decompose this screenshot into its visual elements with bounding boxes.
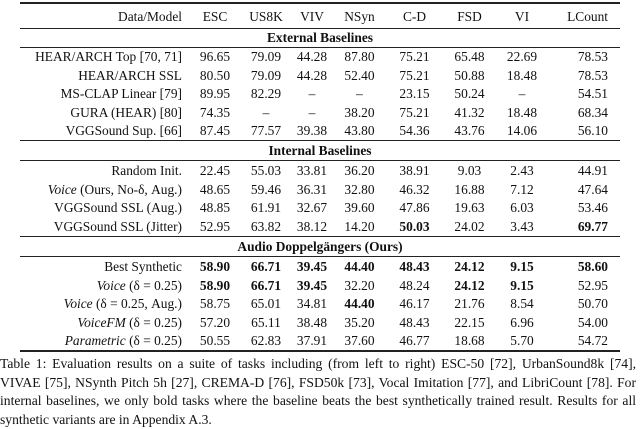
table-cell: 78.53 <box>577 49 608 64</box>
row-label-text: HEAR/ARCH SSL <box>78 67 182 83</box>
table-cell: 61.91 <box>250 200 282 215</box>
row-label-method: Voice <box>63 296 93 311</box>
table-cell: 59.46 <box>250 181 282 197</box>
table-cell: 9.03 <box>457 163 482 178</box>
row-label <box>20 277 190 295</box>
table-row <box>20 277 620 295</box>
section-title: External Baselines <box>266 30 373 45</box>
row-label-text: VGGSound Sup. [66] <box>65 123 182 138</box>
table-cell: 32.20 <box>344 277 375 293</box>
table-cell: – <box>262 104 270 120</box>
table-cell: 50.03 <box>399 218 430 234</box>
table-cell: 48.43 <box>399 314 430 330</box>
row-label-text: GURA (HEAR) [80] <box>70 104 182 120</box>
header-viv: VIV <box>300 9 324 24</box>
table-row <box>20 332 620 350</box>
table-cell: 36.20 <box>344 163 375 178</box>
table-cell: 9.15 <box>510 277 534 293</box>
table-cell: 58.60 <box>577 259 608 274</box>
table-cell: 21.76 <box>454 296 485 311</box>
table-cell: 77.57 <box>250 123 282 138</box>
table-cell: 68.34 <box>577 104 608 120</box>
row-label-method: Voice <box>47 181 77 197</box>
section-rule <box>20 256 620 257</box>
row-label-method: Voice <box>96 277 126 293</box>
table-cell: 36.31 <box>296 181 328 197</box>
table-cell: 34.81 <box>296 296 328 311</box>
table-cell: – <box>518 86 526 101</box>
table-cell: 79.09 <box>250 67 282 83</box>
row-label <box>20 314 190 332</box>
table-cell: 5.70 <box>510 333 534 348</box>
table-cell: 7.12 <box>510 181 534 197</box>
table-cell: 66.71 <box>250 259 282 274</box>
table-cell: – <box>308 104 316 120</box>
table-row <box>20 258 620 276</box>
table-cell: 53.46 <box>577 200 608 215</box>
table-cell: 58.75 <box>199 296 231 311</box>
table-row <box>20 199 620 217</box>
row-label <box>20 67 190 85</box>
table-cell: 38.20 <box>344 104 375 120</box>
section-rule <box>20 160 620 161</box>
table-cell: 44.91 <box>577 163 608 178</box>
table-cell: 44.28 <box>296 67 328 83</box>
row-label <box>20 162 190 180</box>
table-cell: 87.45 <box>199 123 231 138</box>
row-label-text: MS-CLAP Linear [79] <box>60 86 182 101</box>
table-row <box>20 67 620 85</box>
row-label-text: (δ = 0.25) <box>125 277 182 293</box>
table-cell: 82.29 <box>250 86 282 101</box>
table-cell: 6.03 <box>510 200 534 215</box>
table-cell: 23.15 <box>399 86 430 101</box>
row-label <box>20 258 190 276</box>
table-cell: 54.36 <box>399 123 430 138</box>
table-cell: 38.12 <box>296 218 328 234</box>
table-cell: 41.32 <box>454 104 485 120</box>
row-label-text: (δ = 0.25) <box>125 314 182 330</box>
table-cell: 43.76 <box>454 123 485 138</box>
section-end-rule <box>20 236 620 237</box>
table-cell: 48.85 <box>199 200 231 215</box>
row-label <box>20 332 190 350</box>
header-esc: ESC <box>202 9 228 24</box>
row-label-text: Random Init. <box>111 163 182 178</box>
table-cell: 65.48 <box>454 49 485 64</box>
table-cell: 87.80 <box>344 49 375 64</box>
table-cell: 22.69 <box>506 49 538 64</box>
table-cell: 16.88 <box>454 181 485 197</box>
table-row <box>20 218 620 236</box>
table-cell: 37.91 <box>296 333 328 348</box>
table-cell: 79.09 <box>250 49 282 64</box>
table-cell: 75.21 <box>399 67 430 83</box>
table-cell: 44.28 <box>296 49 328 64</box>
table-cell: 46.32 <box>399 181 430 197</box>
header-vi: VI <box>514 9 530 24</box>
table-cell: 48.24 <box>399 277 430 293</box>
table-row <box>20 162 620 180</box>
table-cell: 18.48 <box>506 67 538 83</box>
table-cell: 22.45 <box>199 163 231 178</box>
table-cell: 57.20 <box>199 314 231 330</box>
table-cell: 48.43 <box>399 259 430 274</box>
table-cell: 39.38 <box>296 123 328 138</box>
table-cell: 19.63 <box>454 200 485 215</box>
row-label <box>20 295 190 313</box>
table-cell: 52.95 <box>199 218 231 234</box>
section-end-rule <box>20 350 620 352</box>
table-cell: 47.86 <box>399 200 430 215</box>
table-cell: 58.90 <box>199 259 231 274</box>
table-cell: 24.12 <box>454 277 485 293</box>
table-cell: 54.00 <box>577 314 608 330</box>
table-cell: 54.51 <box>577 86 608 101</box>
table-cell: 56.10 <box>577 123 608 138</box>
section-end-rule <box>20 140 620 141</box>
table-cell: – <box>356 86 363 101</box>
row-label-text: HEAR/ARCH Top [70, 71] <box>35 49 182 64</box>
table-cell: 89.95 <box>199 86 231 101</box>
header-row <box>20 8 620 26</box>
table-cell: 58.90 <box>199 277 231 293</box>
row-label <box>20 104 190 122</box>
table-cell: 44.40 <box>344 296 375 311</box>
table-cell: 39.60 <box>344 200 375 215</box>
table-cell: 44.40 <box>344 259 375 274</box>
table-cell: 52.95 <box>577 277 608 293</box>
table-cell: 14.06 <box>506 123 538 138</box>
row-label-text: (Ours, No-δ, Aug.) <box>76 181 182 197</box>
section-title: Internal Baselines <box>268 143 372 158</box>
header-us8k: US8K <box>249 9 283 24</box>
row-label-text: (δ = 0.25, Aug.) <box>92 296 182 311</box>
table-cell: 46.17 <box>399 296 430 311</box>
table-cell: 75.21 <box>399 104 430 120</box>
table-row <box>20 122 620 140</box>
table-cell: 3.43 <box>510 218 534 234</box>
table-caption: Table 1: Evaluation results on a suite of tasks including (from left to right) ESC-50 [72], UrbanSound8k [74], VIVAE [75], NSynth Pitch 5h [27], CREMA-D [76], FSD50k [73], Vocal Imitation [77], and LibriCount [78]. For internal baselines, we only bold tasks where the baseline beats the best synthetically trained result. Results for all synthetic variants are in Appendix A.3. <box>0 356 636 427</box>
table-row <box>20 295 620 313</box>
table-cell: 24.02 <box>454 218 485 234</box>
table-cell: 32.67 <box>296 200 328 215</box>
table-cell: 37.60 <box>344 333 375 348</box>
table-cell: 50.55 <box>199 333 231 348</box>
row-label <box>20 181 190 199</box>
table-cell: 38.91 <box>399 163 430 178</box>
table-cell: 65.01 <box>250 296 282 311</box>
table-cell: 65.11 <box>251 314 281 330</box>
table-cell: 74.35 <box>199 104 231 120</box>
row-label-text: VGGSound SSL (Aug.) <box>54 200 182 215</box>
section-title: Audio Doppelgängers (Ours) <box>237 239 403 254</box>
table-cell: 75.21 <box>399 49 430 64</box>
table-row <box>20 314 620 332</box>
table-cell: 50.70 <box>577 296 608 311</box>
table-cell: 18.48 <box>506 104 538 120</box>
table-cell: 50.88 <box>454 67 485 83</box>
row-label-method: VoiceFM <box>77 314 126 330</box>
table-cell: 2.43 <box>510 163 534 178</box>
row-label <box>20 85 190 103</box>
header-fsd: FSD <box>457 9 482 24</box>
row-label <box>20 218 190 236</box>
table-cell: 46.77 <box>399 333 430 348</box>
table-cell: 35.20 <box>344 314 375 330</box>
header-nsyn: NSyn <box>344 9 375 24</box>
header-data-model: Data/Model <box>118 9 182 24</box>
row-label <box>20 199 190 217</box>
table-cell: 96.65 <box>199 49 231 64</box>
table-row <box>20 104 620 122</box>
table-cell: 24.12 <box>454 259 485 274</box>
row-label-text: Best Synthetic <box>104 259 182 274</box>
row-label-method: Parametric <box>64 333 126 348</box>
table-cell: 47.64 <box>577 181 608 197</box>
table-row <box>20 48 620 66</box>
table-cell: 48.65 <box>199 181 231 197</box>
table-cell: 22.15 <box>454 314 485 330</box>
table-cell: 54.72 <box>577 333 608 348</box>
row-label <box>20 122 190 140</box>
table-cell: 69.77 <box>577 218 608 234</box>
row-label <box>20 48 190 66</box>
table-cell: 6.96 <box>510 314 534 330</box>
table-cell: 43.80 <box>344 123 375 138</box>
table-cell: 55.03 <box>250 163 282 178</box>
top-rule <box>20 2 620 4</box>
table-row <box>20 181 620 199</box>
table-cell: 63.82 <box>250 218 282 234</box>
table-cell: 39.45 <box>296 277 328 293</box>
table-cell: 33.81 <box>296 163 328 178</box>
table-row <box>20 85 620 103</box>
table-cell: 78.53 <box>577 67 608 83</box>
table-cell: 8.54 <box>510 296 534 311</box>
table-cell: 9.15 <box>510 259 534 274</box>
table-cell: 32.80 <box>344 181 375 197</box>
header-cd: C-D <box>402 9 427 24</box>
table-cell: 18.68 <box>454 333 485 348</box>
table-cell: 39.45 <box>296 259 328 274</box>
table-cell: 62.83 <box>250 333 282 348</box>
table-cell: 52.40 <box>344 67 375 83</box>
row-label-text: (δ = 0.25) <box>125 333 182 348</box>
header-lcount: LCount <box>567 9 608 24</box>
table-cell: 66.71 <box>250 277 282 293</box>
row-label-text: VGGSound SSL (Jitter) <box>53 218 182 234</box>
table-cell: 50.24 <box>454 86 485 101</box>
table-cell: – <box>308 86 316 101</box>
table-cell: 14.20 <box>344 218 375 234</box>
table-cell: 38.48 <box>296 314 328 330</box>
table-cell: 80.50 <box>199 67 231 83</box>
